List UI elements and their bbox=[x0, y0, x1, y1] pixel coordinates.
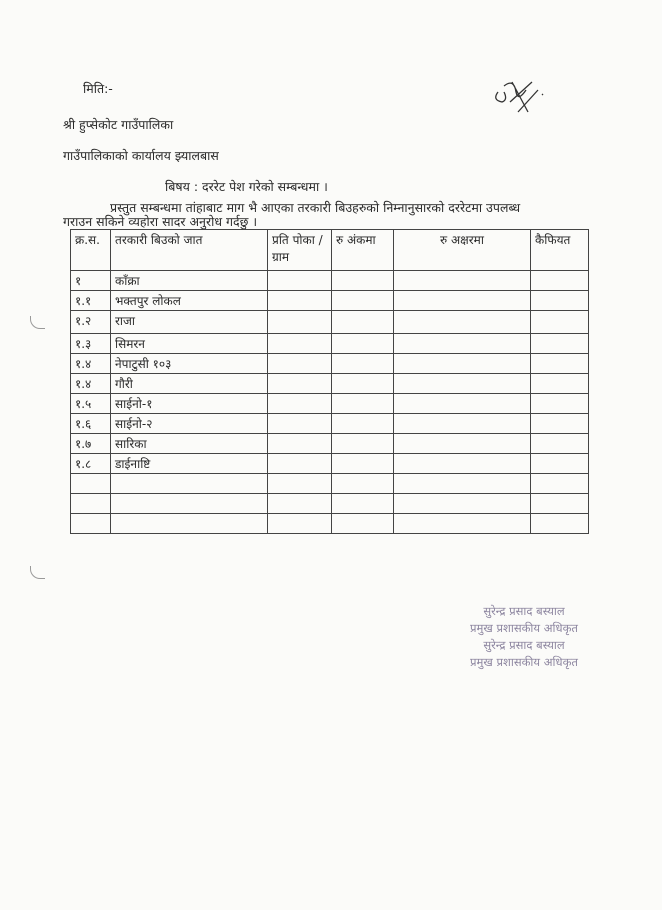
table-row bbox=[71, 311, 589, 334]
empty-cell bbox=[394, 354, 531, 374]
col-header: रु अंकमा bbox=[332, 230, 394, 271]
empty-cell bbox=[531, 334, 589, 354]
empty-cell bbox=[111, 494, 268, 514]
col-header: तरकारी बिउको जात bbox=[111, 230, 268, 271]
empty-cell bbox=[394, 334, 531, 354]
empty-cell bbox=[531, 374, 589, 394]
empty-cell bbox=[332, 394, 394, 414]
seed-variety: डाईनाष्टि bbox=[111, 454, 268, 474]
signature bbox=[490, 72, 550, 132]
empty-cell bbox=[332, 494, 394, 514]
empty-cell bbox=[268, 311, 332, 334]
empty-cell bbox=[394, 374, 531, 394]
empty-cell bbox=[531, 354, 589, 374]
empty-cell bbox=[332, 414, 394, 434]
empty-cell bbox=[332, 474, 394, 494]
stamp-name: सुरेन्द्र प्रसाद बस्याल bbox=[483, 638, 565, 652]
serial-number: १.१ bbox=[71, 291, 111, 311]
table-row bbox=[71, 454, 589, 474]
body-line2: गराउन सकिने व्यहोरा सादर अनुरोध गर्दछु । bbox=[63, 214, 258, 229]
empty-cell bbox=[332, 354, 394, 374]
empty-cell bbox=[332, 271, 394, 291]
stamp-title: प्रमुख प्रशासकीय अधिकृत bbox=[470, 621, 578, 635]
empty-cell bbox=[394, 414, 531, 434]
serial-number: १.७ bbox=[71, 434, 111, 454]
empty-cell bbox=[111, 474, 268, 494]
empty-cell bbox=[332, 454, 394, 474]
serial-number: १.८ bbox=[71, 454, 111, 474]
seed-variety: साईनो-१ bbox=[111, 394, 268, 414]
empty-cell bbox=[268, 354, 332, 374]
empty-cell bbox=[394, 474, 531, 494]
empty-cell bbox=[268, 494, 332, 514]
empty-cell bbox=[332, 434, 394, 454]
empty-cell bbox=[332, 334, 394, 354]
empty-cell bbox=[394, 394, 531, 414]
table-row bbox=[71, 474, 589, 494]
empty-cell bbox=[268, 271, 332, 291]
empty-cell bbox=[394, 311, 531, 334]
table-header-row bbox=[71, 230, 589, 271]
empty-cell bbox=[71, 514, 111, 534]
table-row bbox=[71, 334, 589, 354]
empty-cell bbox=[268, 434, 332, 454]
empty-cell bbox=[394, 291, 531, 311]
empty-cell bbox=[268, 414, 332, 434]
table-row bbox=[71, 434, 589, 454]
table-row bbox=[71, 354, 589, 374]
serial-number: १.५ bbox=[71, 394, 111, 414]
empty-cell bbox=[394, 514, 531, 534]
empty-cell bbox=[531, 514, 589, 534]
seed-variety: सिमरन bbox=[111, 334, 268, 354]
serial-number: १.३ bbox=[71, 334, 111, 354]
empty-cell bbox=[531, 454, 589, 474]
table-row bbox=[71, 271, 589, 291]
empty-cell bbox=[332, 291, 394, 311]
table-row bbox=[71, 374, 589, 394]
col-header: प्रति पोका /ग्राम bbox=[268, 230, 332, 271]
empty-cell bbox=[394, 271, 531, 291]
empty-cell bbox=[111, 514, 268, 534]
empty-cell bbox=[531, 394, 589, 414]
empty-cell bbox=[332, 514, 394, 534]
col-header: कैफियत bbox=[531, 230, 589, 271]
col-header: क्र.स. bbox=[71, 230, 111, 271]
scan-mark bbox=[30, 566, 45, 579]
table-row bbox=[71, 414, 589, 434]
empty-cell bbox=[71, 474, 111, 494]
empty-cell bbox=[531, 291, 589, 311]
empty-cell bbox=[268, 454, 332, 474]
official-stamp bbox=[470, 603, 578, 671]
seed-variety: गौरी bbox=[111, 374, 268, 394]
empty-cell bbox=[531, 474, 589, 494]
stamp-name: सुरेन्द्र प्रसाद बस्याल bbox=[483, 604, 565, 618]
body-line1: प्रस्तुत सम्बन्धमा तांहाबाट माग भै आएका तरकारी बिउहरुको निम्नानुसारको दररेटमा उपलब्ध bbox=[110, 200, 521, 215]
table-row bbox=[71, 291, 589, 311]
empty-cell bbox=[531, 271, 589, 291]
recipient-line1: श्री हुप्सेकोट गाउँपालिका bbox=[63, 117, 174, 132]
seed-variety: साईनो-२ bbox=[111, 414, 268, 434]
empty-cell bbox=[332, 374, 394, 394]
empty-cell bbox=[531, 434, 589, 454]
serial-number: १.४ bbox=[71, 354, 111, 374]
empty-cell bbox=[394, 454, 531, 474]
empty-cell bbox=[268, 394, 332, 414]
recipient-line2: गाउँपालिकाको कार्यालय झ्यालबास bbox=[63, 148, 219, 163]
empty-cell bbox=[394, 494, 531, 514]
table-row bbox=[71, 494, 589, 514]
serial-number: १.४ bbox=[71, 374, 111, 394]
stamp-title: प्रमुख प्रशासकीय अधिकृत bbox=[470, 655, 578, 669]
serial-number: १.२ bbox=[71, 311, 111, 334]
seed-variety: भक्तपुर लोकल bbox=[111, 291, 268, 311]
seed-variety: सारिका bbox=[111, 434, 268, 454]
date-label: मिति:- bbox=[83, 81, 113, 96]
scan-mark bbox=[30, 316, 45, 329]
empty-cell bbox=[268, 334, 332, 354]
empty-cell bbox=[71, 494, 111, 514]
empty-cell bbox=[332, 311, 394, 334]
empty-cell bbox=[268, 474, 332, 494]
empty-cell bbox=[531, 494, 589, 514]
table-row bbox=[71, 514, 589, 534]
subject: बिषय : दररेट पेश गरेको सम्बन्धमा । bbox=[165, 179, 328, 194]
empty-cell bbox=[531, 414, 589, 434]
empty-cell bbox=[531, 311, 589, 334]
seed-variety: राजा bbox=[111, 311, 268, 334]
empty-cell bbox=[268, 291, 332, 311]
serial-number: १.६ bbox=[71, 414, 111, 434]
col-header: रु अक्षरमा bbox=[394, 230, 531, 271]
rate-table bbox=[70, 229, 589, 534]
table-row bbox=[71, 394, 589, 414]
seed-variety: नेपाटुसी १०३ bbox=[111, 354, 268, 374]
empty-cell bbox=[268, 374, 332, 394]
empty-cell bbox=[394, 434, 531, 454]
seed-variety: काँक्रा bbox=[111, 271, 268, 291]
empty-cell bbox=[268, 514, 332, 534]
serial-number: १ bbox=[71, 271, 111, 291]
